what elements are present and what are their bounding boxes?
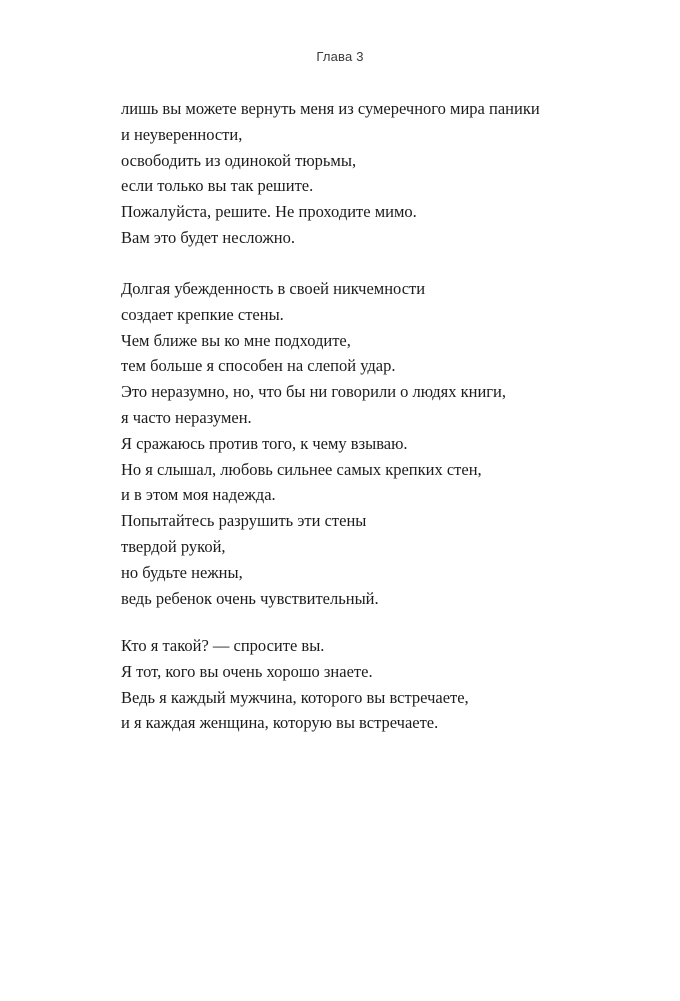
poem-line: освободить из одинокой тюрьмы, xyxy=(121,150,357,170)
poem-line: твердой рукой, xyxy=(121,536,226,556)
poem-line: создает крепкие стены. xyxy=(121,304,284,324)
stanza-2 xyxy=(121,276,641,611)
poem-line: и в этом моя надежда. xyxy=(121,485,276,505)
poem-line: ведь ребенок очень чувствительный. xyxy=(121,588,379,608)
poem-line: Вам это будет несложно. xyxy=(121,227,295,247)
poem-line: Ведь я каждый мужчина, которого вы встречаете, xyxy=(121,687,469,707)
poem-line: Это неразумно, но, что бы ни говорили о людях книги, xyxy=(121,382,507,402)
poem-line: лишь вы можете вернуть меня из сумеречного мира паники xyxy=(121,99,540,118)
poem-line: Кто я такой? — спросите вы. xyxy=(121,636,325,655)
poem-line: и я каждая женщина, которую вы встречаете. xyxy=(121,713,439,733)
stanza-1 xyxy=(121,96,641,251)
poem-line: Чем ближе вы ко мне подходите, xyxy=(121,330,351,350)
poem-line: Но я слышал, любовь сильнее самых крепких стен, xyxy=(121,459,482,479)
running-header-chapter: Глава 3 xyxy=(316,49,364,64)
poem-line: Долгая убежденность в своей никчемности xyxy=(121,279,426,298)
poem-line: тем больше я способен на слепой удар. xyxy=(121,356,396,376)
poem-line: Я тот, кого вы очень хорошо знаете. xyxy=(121,661,373,681)
stanza-3 xyxy=(121,633,641,736)
poem-line: Попытайтесь разрушить эти стены xyxy=(121,511,367,531)
poem-line: Пожалуйста, решите. Не проходите мимо. xyxy=(121,202,417,222)
poem-line: и неуверенности, xyxy=(121,124,243,144)
poem-line: но будьте нежны, xyxy=(121,562,243,582)
poem-line: если только вы так решите. xyxy=(121,176,314,196)
poem-line: я часто неразумен. xyxy=(121,407,252,427)
poem-line: Я сражаюсь против того, к чему взываю. xyxy=(121,433,408,453)
